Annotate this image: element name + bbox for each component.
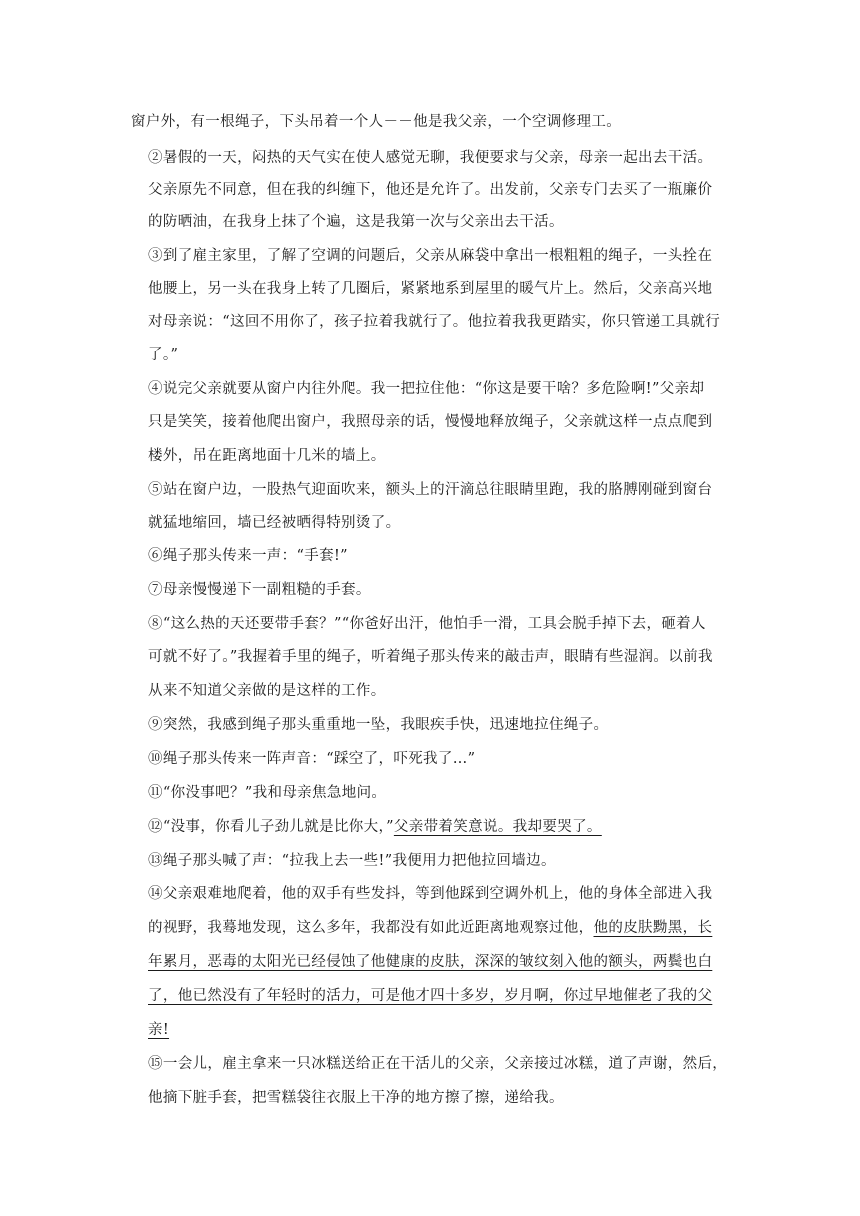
text-span: ④说完父亲就要从窗户内往外爬。我一把拉住他：“你这是要干啥？多危险啊!”父亲却 — [148, 381, 705, 397]
paragraph-3-line-4 — [148, 345, 178, 365]
text-span: 了。” — [148, 347, 179, 363]
text-span: ⑥绳子那头传来一声：“手套!” — [148, 548, 348, 564]
text-span: 的防晒油，在我身上抹了个遍，这是我第一次与父亲出去干活。 — [148, 214, 564, 230]
paragraph-14-line-3 — [148, 952, 712, 972]
text-span: 窗户外，有一根绳子，下头吊着一个人－－他是我父亲，一个空调修理工。 — [131, 114, 622, 130]
paragraph-8-line-3 — [148, 681, 386, 701]
text-span: ③到了雇主家里，了解了空调的问题后，父亲从麻袋中拿出一根粗粗的绳子，一头拴在 — [148, 248, 713, 264]
paragraph-10-line-1 — [148, 749, 475, 769]
paragraph-2-line-2 — [148, 180, 712, 200]
text-span: 的视野，我蓦地发现，这么多年，我都没有如此近距离地观察过他， — [148, 920, 594, 936]
text-span: ⑭父亲艰难地爬着，他的双手有些发抖，等到他踩到空调外机上，他的身体全部进入我 — [148, 886, 713, 902]
text-span: ⑪“你没事吧？”我和母亲焦急地问。 — [148, 785, 387, 801]
paragraph-13-line-1 — [148, 851, 556, 871]
paragraph-3-line-3 — [148, 312, 720, 332]
underlined-text-span: 父亲带着笑意说。我却要哭了。 — [393, 819, 602, 835]
text-span: ⑧“这么热的天还要带手套？”“你爸好出汗，他怕手一滑，工具会脱手掉下去，砸着人 — [148, 616, 706, 632]
text-line-1 — [131, 112, 621, 132]
paragraph-5-line-2 — [148, 513, 400, 533]
underlined-text-span: 年累月，恶毒的太阳光已经侵蚀了他健康的皮肤，深深的皱纹刻入他的额头，两鬓也白 — [148, 954, 713, 970]
paragraph-14-line-2 — [148, 918, 712, 938]
paragraph-8-line-1 — [148, 614, 706, 634]
paragraph-4-line-2 — [148, 412, 712, 432]
paragraph-4-line-1 — [148, 379, 704, 399]
text-span: 就猛地缩回，墙已经被晒得特别烫了。 — [148, 515, 401, 531]
text-span: ⑩绳子那头传来一阵声音：“踩空了，吓死我了…” — [148, 751, 476, 767]
paragraph-12-line-1 — [148, 817, 602, 837]
paragraph-14-line-4 — [148, 986, 712, 1006]
text-span: 对母亲说：“这回不用你了，孩子拉着我就行了。他拉着我我更踏实，你只管递工具就行 — [148, 314, 721, 330]
paragraph-5-line-1 — [148, 480, 712, 500]
paragraph-3-line-1 — [148, 246, 712, 266]
paragraph-11-line-1 — [148, 783, 386, 803]
text-span: ⑮一会儿，雇主拿来一只冰糕送给正在干活儿的父亲，父亲接过冰糕，道了声谢，然后， — [148, 1056, 728, 1072]
paragraph-15-line-1 — [148, 1054, 727, 1074]
paragraph-9-line-1 — [148, 715, 608, 735]
paragraph-14-line-5 — [148, 1020, 169, 1040]
text-span: ⑤站在窗户边，一股热气迎面吹来，额头上的汗滴总往眼睛里跑，我的胳膊刚碰到窗台 — [148, 482, 713, 498]
paragraph-4-line-3 — [148, 446, 386, 466]
text-span: 从来不知道父亲做的是这样的工作。 — [148, 683, 386, 699]
text-span: ⑨突然，我感到绳子那头重重地一坠，我眼疾手快，迅速地拉住绳子。 — [148, 717, 609, 733]
paragraph-2-line-1 — [148, 148, 712, 168]
paragraph-14-line-1 — [148, 884, 712, 904]
underlined-text-span: 亲! — [148, 1022, 170, 1038]
paragraph-7-line-1 — [148, 580, 371, 600]
text-span: 父亲原先不同意，但在我的纠缠下，他还是允许了。出发前，父亲专门去买了一瓶廉价 — [148, 182, 713, 198]
text-span: 他摘下脏手套，把雪糕袋往衣服上干净的地方擦了擦，递给我。 — [148, 1090, 564, 1106]
paragraph-3-line-2 — [148, 279, 712, 299]
text-span: ②暑假的一天，闷热的天气实在使人感觉无聊，我便要求与父亲，母亲一起出去干活。 — [148, 150, 713, 166]
text-span: ⑦母亲慢慢递下一副粗糙的手套。 — [148, 582, 371, 598]
text-span: 他腰上，另一头在我身上转了几圈后，紧紧地系到屋里的暖气片上。然后，父亲高兴地 — [148, 281, 713, 297]
text-span: ⑬绳子那头喊了声：“拉我上去一些!”我便用力把他拉回墙边。 — [148, 853, 556, 869]
paragraph-6-line-1 — [148, 546, 348, 566]
text-span: 楼外，吊在距离地面十几米的墙上。 — [148, 448, 386, 464]
text-span: 可就不好了。”我握着手里的绳子，听着绳子那头传来的敲击声，眼睛有些湿润。以前我 — [148, 649, 713, 665]
paragraph-15-line-2 — [148, 1088, 564, 1108]
paragraph-8-line-2 — [148, 647, 713, 667]
underlined-text-span: 他的皮肤黝黑，长 — [593, 920, 713, 936]
text-span: ⑫“没事，你看儿子劲儿就是比你大，” — [148, 819, 394, 835]
underlined-text-span: 了，他已然没有了年轻时的活力，可是他才四十多岁，岁月啊，你过早地催老了我的父 — [148, 988, 713, 1004]
text-span: 只是笑笑，接着他爬出窗户，我照母亲的话，慢慢地释放绳子，父亲就这样一点点爬到 — [148, 414, 713, 430]
paragraph-2-line-3 — [148, 212, 564, 232]
